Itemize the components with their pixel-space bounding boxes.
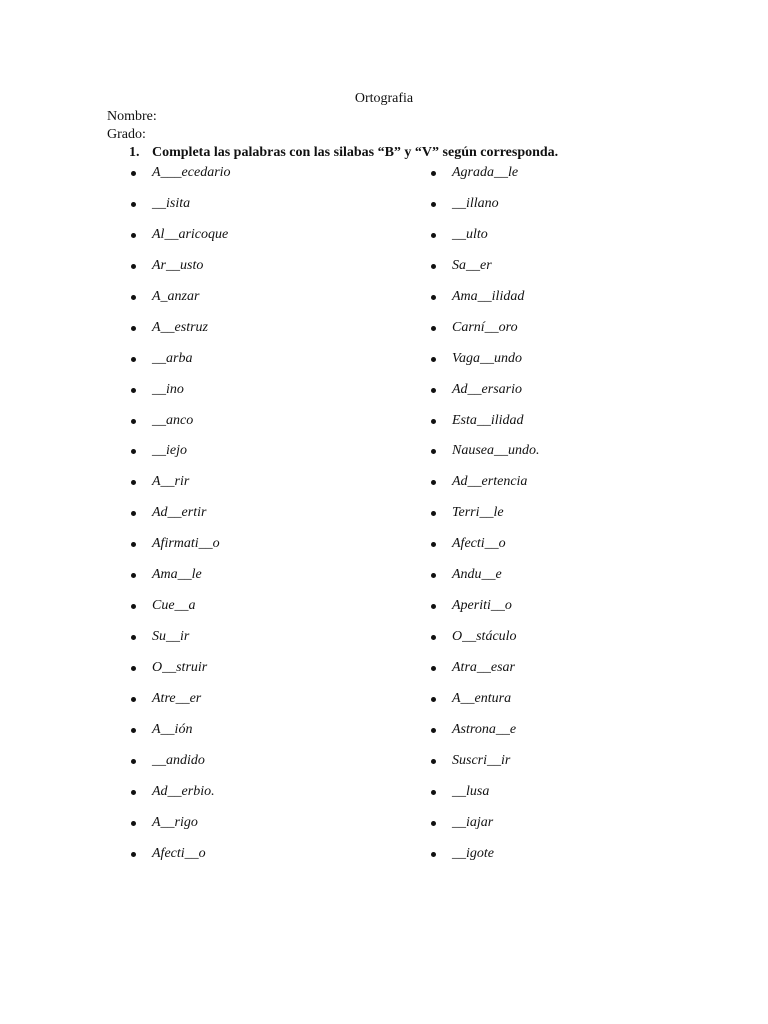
word-text: Ad__ertencia [452,474,528,490]
bullet-icon [431,542,436,547]
bullet-icon [431,635,436,640]
word-text: __anco [152,412,194,428]
list-item [131,845,231,876]
list-item [431,628,540,659]
bullet-icon [431,264,436,269]
word-text: O__struir [152,660,208,675]
bullet-icon [131,449,136,454]
list-item [431,752,540,783]
bullet-icon [131,852,136,857]
word-text: Su__ir [152,629,190,645]
list-item [131,473,231,504]
bullet-icon [431,449,436,454]
word-text: Sa__er [452,257,492,273]
bullet-icon [431,171,436,176]
word-text: Astrona__e [452,721,517,737]
word-text: A__estruz [152,319,208,335]
bullet-icon [431,573,436,578]
list-item [131,442,231,473]
list-item [431,814,540,845]
list-item [431,288,540,319]
bullet-icon [131,542,136,547]
word-text: Carní__oro [452,319,518,335]
list-item [431,721,540,752]
list-item [131,597,231,628]
word-text: __isita [152,195,191,211]
list-item [431,597,540,628]
bullet-icon [431,852,436,857]
list-item [431,381,540,412]
list-item [431,442,540,473]
word-text: A__rigo [152,814,198,830]
word-text: A__entura [452,690,512,706]
list-item [131,412,231,443]
word-text: __illano [452,195,499,211]
bullet-icon [131,264,136,269]
word-text: Afirmati__o [152,536,220,552]
word-text: Al__aricoque [152,226,229,242]
bullet-icon [131,202,136,207]
word-text: __iejo [152,443,187,459]
instruction-number: 1. [129,145,140,160]
page-title: Ortografia [354,91,414,106]
word-text: Agrada__le [452,165,519,180]
word-text: __ino [152,381,184,397]
list-item [431,566,540,597]
bullet-icon [431,480,436,485]
bullet-icon [431,419,436,424]
word-text: Esta__ilidad [452,412,524,428]
word-text: __igote [452,845,494,861]
bullet-icon [431,511,436,516]
word-text: Afecti__o [152,845,206,861]
bullet-icon [131,357,136,362]
word-text: __ulto [452,226,488,242]
word-text: Nausea__undo. [452,443,540,459]
bullet-icon [431,604,436,609]
bullet-icon [431,821,436,826]
word-text: O__stáculo [452,629,517,645]
word-text: A___ecedario [152,165,231,180]
bullet-icon [131,728,136,733]
grado-label: Grado: [107,127,146,142]
list-item [131,226,231,257]
list-item [431,257,540,288]
word-text: Atre__er [152,690,202,706]
bullet-icon [431,697,436,702]
list-item [431,319,540,350]
word-text: Cue__a [152,598,196,614]
list-item [131,288,231,319]
list-item [431,845,540,876]
bullet-icon [431,790,436,795]
nombre-label: Nombre: [107,109,157,124]
list-item [131,195,231,226]
list-item [431,226,540,257]
bullet-icon [431,388,436,393]
list-item [131,257,231,288]
list-item [131,350,231,381]
list-item [131,535,231,566]
bullet-icon [431,295,436,300]
list-item [431,473,540,504]
bullet-icon [131,295,136,300]
list-item [431,195,540,226]
bullet-icon [131,326,136,331]
word-text: A__rir [152,474,190,490]
bullet-icon [431,202,436,207]
list-item [431,164,540,195]
bullet-icon [131,233,136,238]
bullet-icon [131,666,136,671]
bullet-icon [131,419,136,424]
bullet-icon [431,326,436,331]
word-text: A_anzar [152,288,200,304]
list-item [131,164,231,195]
list-item [131,504,231,535]
instruction-text: Completa las palabras con las silabas “B” y “V” según corresponda. [152,145,559,160]
list-item [431,350,540,381]
bullet-icon [131,480,136,485]
word-text: Ad__ersario [452,381,522,397]
bullet-icon [131,511,136,516]
word-text: __iajar [452,814,494,830]
bullet-icon [431,759,436,764]
bullet-icon [131,697,136,702]
list-item [131,752,231,783]
word-text: Afecti__o [452,536,506,552]
word-text: Ar__usto [152,257,204,273]
bullet-icon [131,790,136,795]
word-text: Ama__ilidad [452,288,525,304]
list-item [431,412,540,443]
word-text: Ama__le [152,567,202,583]
right-word-list [431,164,540,876]
bullet-icon [431,233,436,238]
word-text: __andido [152,752,205,768]
word-text: A__ión [152,721,193,737]
list-item [131,381,231,412]
list-item [131,690,231,721]
list-item [131,566,231,597]
list-item [131,721,231,752]
word-text: __arba [152,350,193,366]
bullet-icon [131,604,136,609]
word-text: Suscri__ir [452,752,511,768]
word-text: Aperiti__o [452,598,512,614]
word-text: Atra__esar [452,660,515,675]
left-word-list [131,164,231,876]
word-text: Andu__e [452,567,502,583]
list-item [131,659,231,690]
list-item [131,814,231,845]
bullet-icon [431,666,436,671]
word-text: Vaga__undo [452,350,522,366]
list-item [431,690,540,721]
bullet-icon [131,573,136,578]
bullet-icon [131,759,136,764]
list-item [431,783,540,814]
list-item [431,535,540,566]
list-item [131,783,231,814]
bullet-icon [131,821,136,826]
list-item [131,319,231,350]
word-text: Ad__erbio. [152,783,215,799]
bullet-icon [431,357,436,362]
instruction [129,145,558,161]
list-item [131,628,231,659]
list-item [431,504,540,535]
bullet-icon [131,171,136,176]
bullet-icon [131,388,136,393]
bullet-icon [131,635,136,640]
bullet-icon [431,728,436,733]
word-text: __lusa [452,783,490,799]
word-text: Terri__le [452,505,504,521]
word-text: Ad__ertir [152,505,207,521]
list-item [431,659,540,690]
